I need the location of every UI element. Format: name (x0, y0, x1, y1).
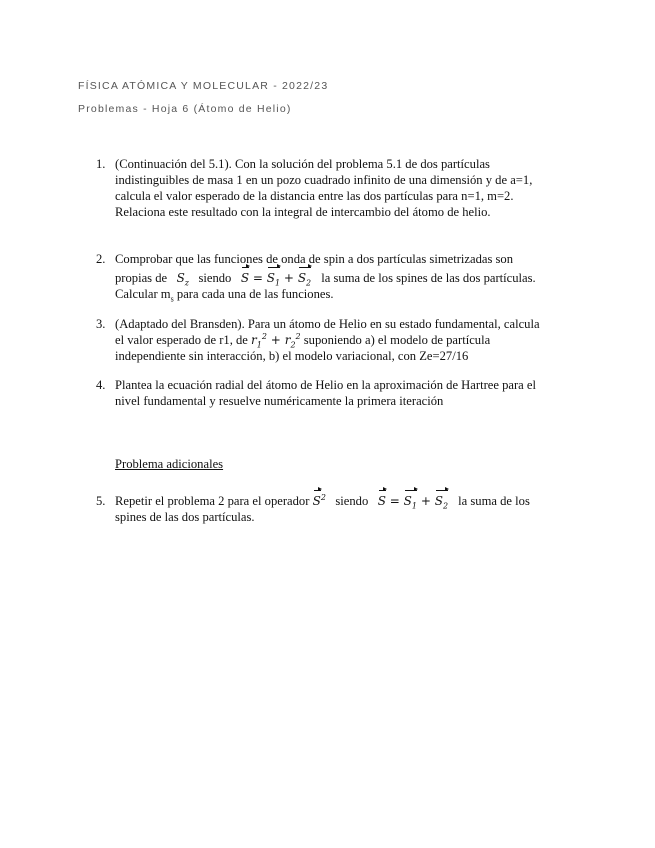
ms-subscript: s (170, 294, 174, 304)
problem-text (115, 493, 575, 525)
s2-letter: S (297, 271, 307, 285)
text-fragment: siendo (335, 494, 369, 508)
problem-number: 4. (96, 378, 106, 392)
vector-s2 (298, 270, 311, 286)
vector-s1 (404, 493, 417, 509)
text-line: (Continuación del 5.1). Con la solución del problema 5.1 de dos partículas (115, 157, 490, 171)
text-fragment: Repetir el problema 2 para el operador (115, 494, 310, 508)
text-line: calcula el valor esperado de la distancia entre las dos partículas para n=1, m=2. (115, 189, 514, 203)
s2-subscript: 2 (306, 278, 312, 288)
vector-s2 (435, 493, 448, 509)
sz-letter: S (176, 271, 185, 285)
problem-text (115, 251, 575, 302)
text-line: spines de las dos partículas. (115, 510, 255, 524)
text-line: Plantea la ecuación radial del átomo de Helio en la aproximación de Hartree para el (115, 378, 536, 392)
s1-letter: S (266, 271, 275, 285)
problem-text (115, 316, 575, 364)
equals-sign: = (389, 494, 400, 508)
text-line (115, 493, 575, 509)
text-fragment: suponiendo a) el modelo de partícula (303, 333, 491, 347)
s2-letter: S (434, 494, 443, 508)
problem-number: 2. (96, 252, 106, 266)
vector-s: S (312, 494, 321, 508)
additional-problems-title: Problema adicionales (115, 457, 224, 471)
text-line: indistinguibles de masa 1 en un pozo cuadrado infinito de una dimensión y de a=1, (115, 173, 533, 187)
sz-subscript: z (184, 278, 190, 288)
plus-sign: + (270, 333, 281, 347)
vector-s: S (240, 271, 250, 285)
s-superscript: 2 (320, 493, 326, 502)
s1-subscript: 1 (275, 278, 281, 288)
r-squared-sum (251, 332, 301, 350)
text-line: nivel fundamental y resuelve numéricamente la primera iteración (115, 394, 444, 408)
plus-sign: + (283, 271, 294, 285)
sheet-subtitle: Problemas - Hoja 6 (Átomo de Helio) (78, 103, 292, 115)
text-fragment: propias de (115, 271, 168, 285)
vector-s1 (267, 270, 280, 286)
spin-sum-equation (377, 494, 452, 511)
text-line: (Adaptado del Bransden). Para un átomo de Helio en su estado fundamental, calcula (115, 317, 540, 331)
text-line: Comprobar que las funciones de onda de spin a dos partículas simetrizadas son (115, 252, 514, 266)
s2-subscript: 2 (442, 501, 449, 511)
r2-superscript: 2 (295, 332, 301, 341)
vector-s: S (377, 494, 386, 508)
problem-number: 1. (96, 157, 106, 171)
text-fragment: el valor esperado de r1, de (115, 333, 248, 347)
problem-text (115, 377, 575, 409)
text-fragment: siendo (198, 271, 232, 285)
equals-sign: = (252, 271, 263, 285)
r1-superscript: 2 (261, 332, 267, 341)
r1-letter: r (251, 333, 257, 347)
text-fragment: para cada una de las funciones. (176, 287, 334, 301)
text-line: Relaciona este resultado con la integral de intercambio del átomo de helio. (115, 205, 491, 219)
s1-letter: S (403, 494, 412, 508)
plus-sign: + (420, 494, 431, 508)
r2-letter: r (284, 333, 291, 347)
text-line (115, 332, 575, 348)
s1-subscript: 1 (411, 501, 417, 511)
r1-subscript: 1 (256, 340, 262, 350)
r2-subscript: 2 (290, 340, 296, 350)
text-line (115, 286, 575, 302)
course-header: FÍSICA ATÓMICA Y MOLECULAR - 2022/23 (78, 80, 329, 92)
text-line: independiente sin interacción, b) el modelo variacional, con Ze=27/16 (115, 349, 469, 363)
text-fragment: la suma de los (458, 494, 530, 508)
text-fragment: Calcular m (115, 287, 171, 301)
spin-sum-equation (240, 271, 315, 288)
sz-symbol (176, 271, 190, 288)
text-line (115, 270, 575, 286)
problem-number: 3. (96, 317, 106, 331)
problem-number: 5. (96, 494, 106, 508)
text-fragment: la suma de los spines de las dos partículas. (321, 271, 536, 285)
problem-text (115, 156, 575, 220)
s-squared-operator (313, 494, 326, 508)
